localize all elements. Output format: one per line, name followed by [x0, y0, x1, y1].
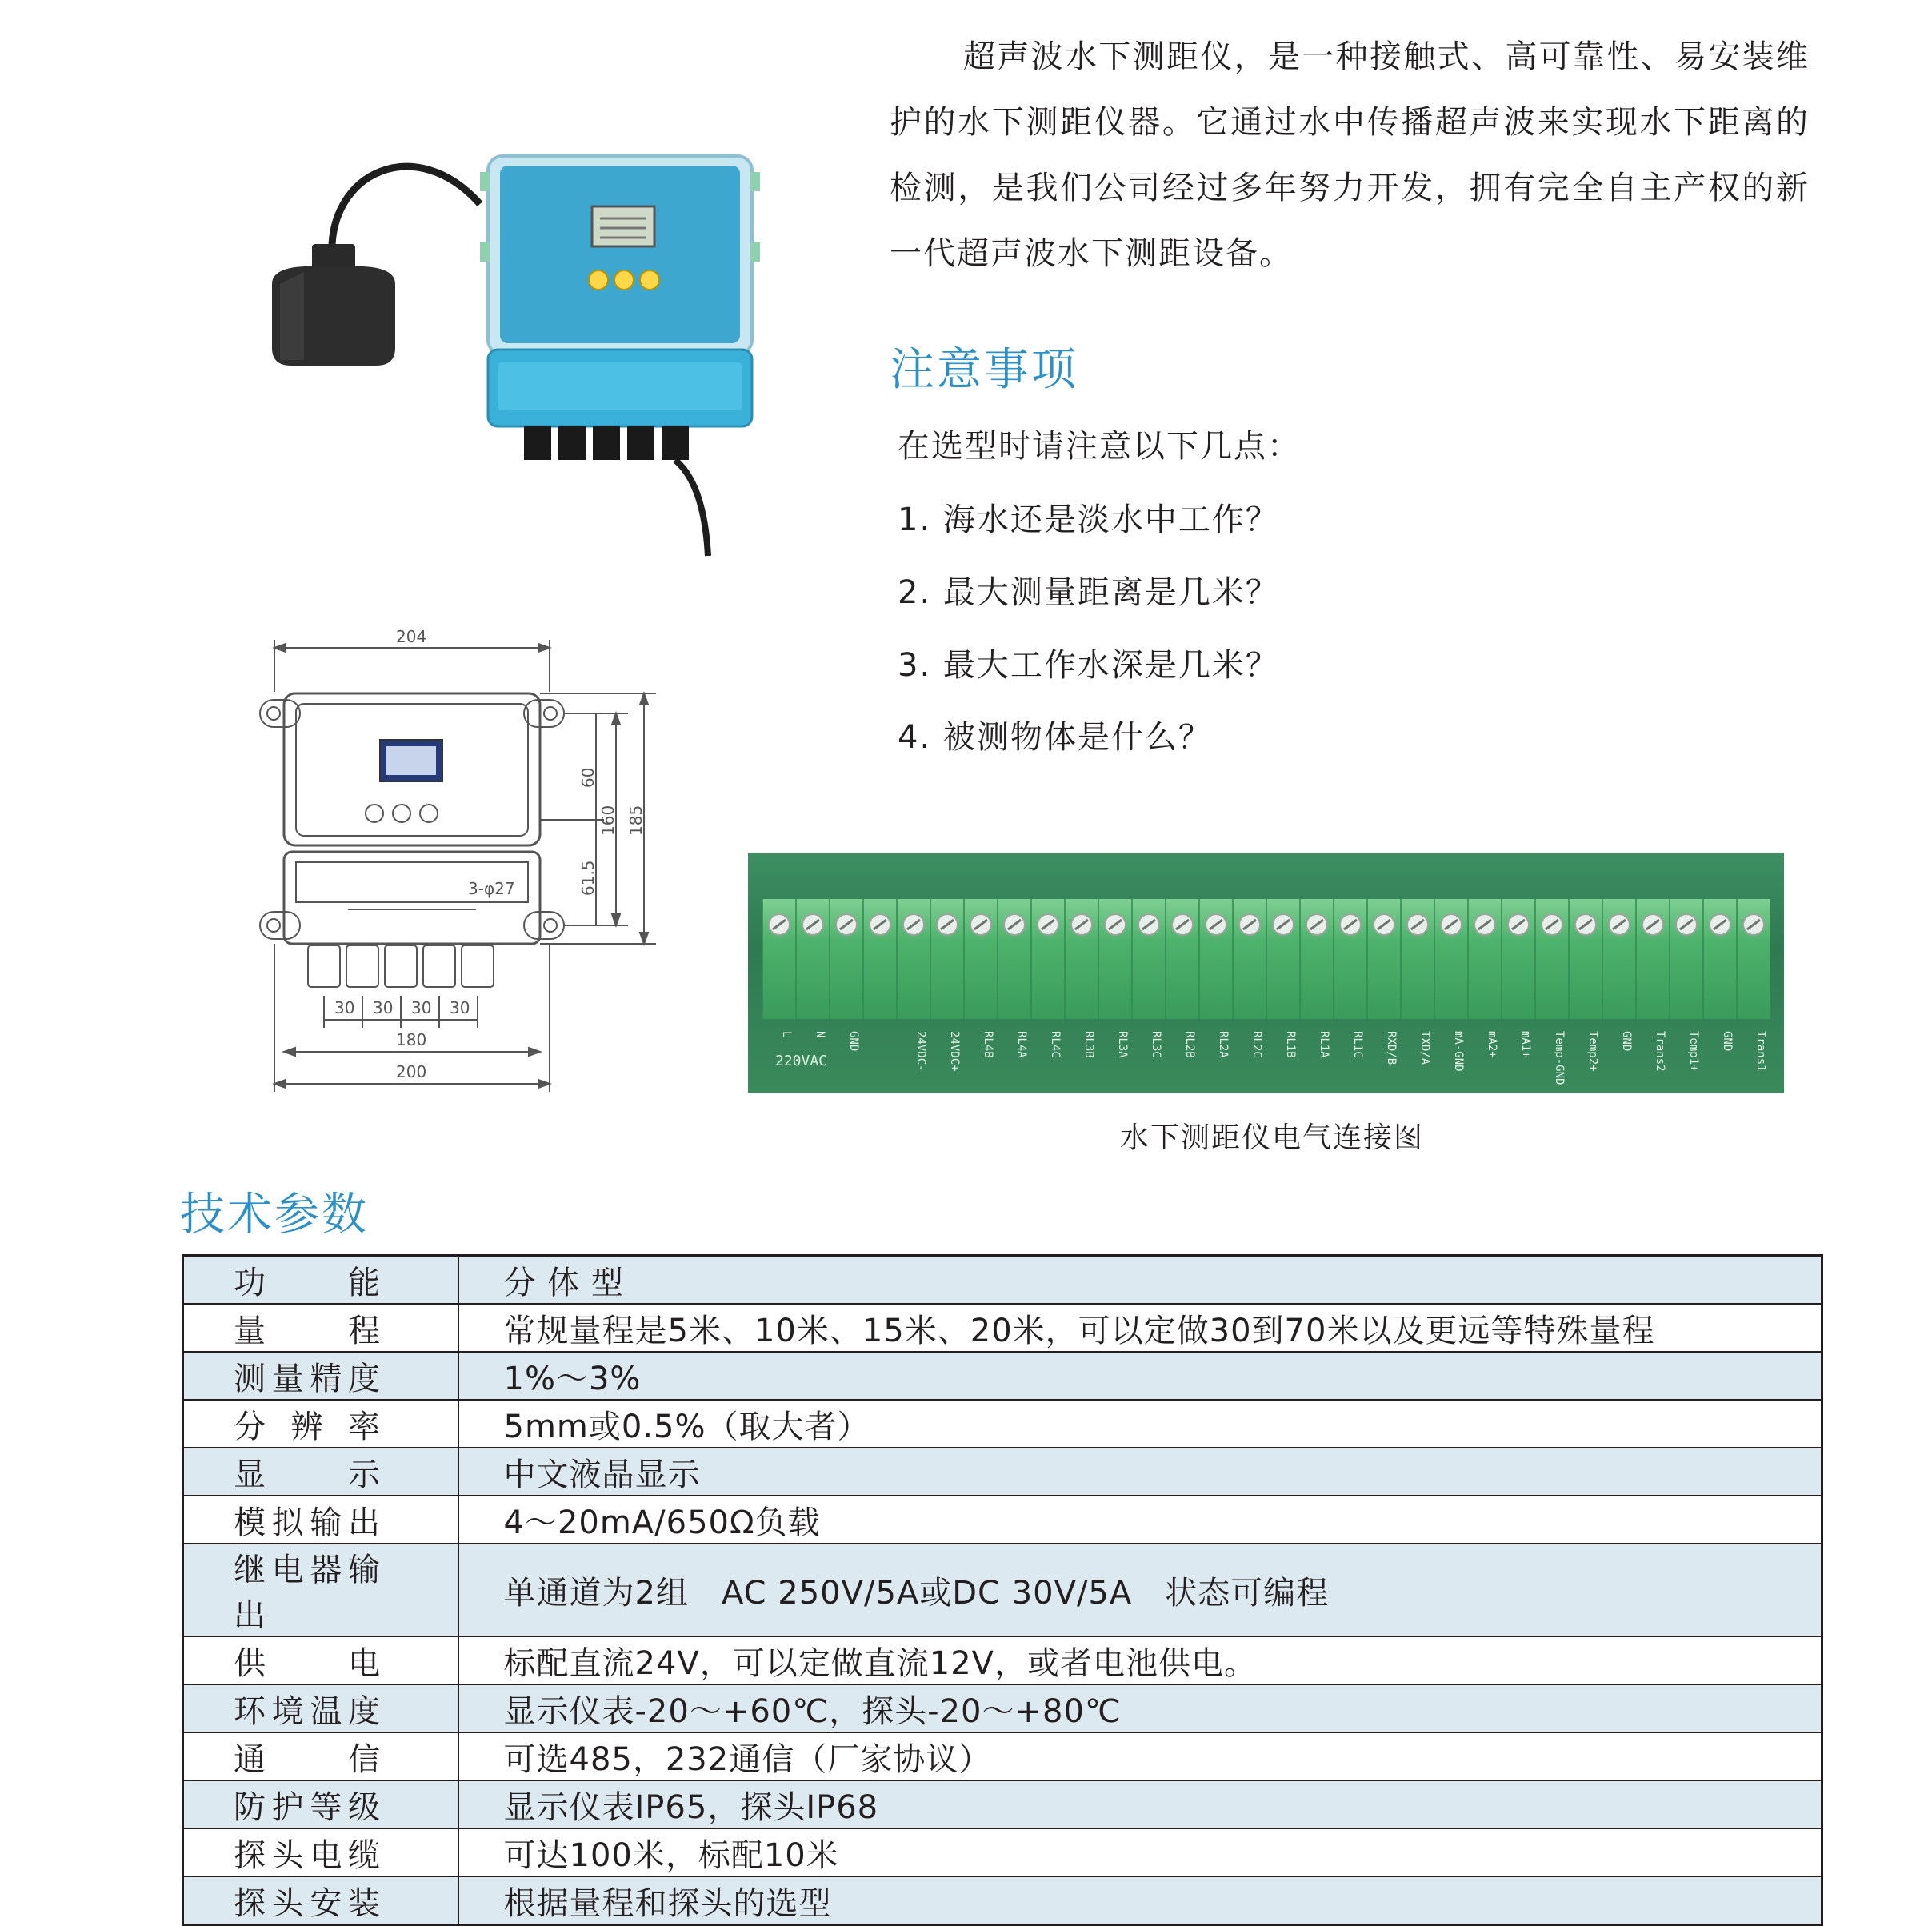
note-item: 3. 最大工作水深是几米？: [898, 647, 1279, 684]
specs-title: 技术参数: [180, 1189, 369, 1241]
spec-value: 分 体 型: [458, 1256, 1822, 1305]
table-row: [183, 1400, 1822, 1448]
spec-value: 可达100米，标配10米: [458, 1828, 1822, 1876]
spec-key: 分辨率: [234, 1408, 381, 1445]
pcb-terminal: [998, 899, 1028, 1058]
pcb-terminal: [830, 899, 860, 1051]
spec-value: 显示仪表-20～+60℃，探头-20～+80℃: [458, 1684, 1822, 1732]
pcb-terminal: [897, 899, 927, 1072]
pcb-terminal: [762, 899, 793, 1037]
pcb-terminal-label: RL1A: [1318, 1031, 1330, 1058]
note-item: 1. 海水还是淡水中工作？: [898, 501, 1279, 538]
spec-key: 防护等级: [234, 1788, 381, 1826]
dim-30b-label: 30: [373, 998, 394, 1017]
spec-value: 4～20mA/650Ω负载: [458, 1496, 1822, 1544]
pcb-terminal-label: RL2C: [1250, 1031, 1263, 1058]
pcb-terminal: [1468, 899, 1498, 1058]
pcb-terminal-label: RL4B: [982, 1031, 994, 1058]
pcb-terminal: [964, 899, 994, 1058]
pcb-terminal-label: Trans1: [1754, 1031, 1767, 1072]
pcb-terminal-label: mA1+: [1519, 1031, 1532, 1058]
pcb-terminal-label: Temp-GND: [1553, 1031, 1566, 1085]
spec-key: 功能: [234, 1264, 381, 1301]
pcb-terminal: [1703, 899, 1734, 1051]
pcb-terminal-label: mA-GND: [1452, 1031, 1465, 1072]
spec-value: 5mm或0.5%（取大者）: [458, 1400, 1822, 1448]
dim-30c-label: 30: [411, 998, 432, 1017]
dim-204-label: 204: [396, 627, 427, 646]
dim-200-label: 200: [396, 1062, 427, 1081]
pcb-terminal: [1233, 899, 1263, 1058]
pcb-terminal-label: Trans2: [1654, 1031, 1666, 1072]
pcb-terminal: [1569, 899, 1599, 1072]
pcb-terminal: [1636, 899, 1666, 1072]
pcb-power-label: 220VAC: [775, 1053, 828, 1069]
pcb-terminal: [1535, 899, 1566, 1085]
pcb-terminal: [1737, 899, 1767, 1072]
table-row: [183, 1496, 1822, 1544]
dim-30d-label: 30: [450, 998, 470, 1017]
spec-value: 中文液晶显示: [458, 1448, 1822, 1496]
table-row: [183, 1256, 1822, 1305]
spec-key: 模拟输出: [234, 1504, 381, 1541]
pcb-terminal: [1367, 899, 1398, 1065]
note-item: 2. 最大测量距离是几米？: [898, 574, 1279, 611]
pcb-terminal: [1199, 899, 1230, 1058]
note-item: 4. 被测物体是什么？: [898, 719, 1212, 756]
pcb-terminal-label: N: [814, 1031, 826, 1038]
spec-value: 根据量程和探头的选型: [458, 1876, 1822, 1925]
table-row: [183, 1636, 1822, 1684]
table-row: [183, 1732, 1822, 1780]
notes-intro: 在选型时请注意以下几点：: [898, 428, 1301, 465]
spec-key: 继电器输出: [234, 1552, 381, 1634]
pcb-terminal-label: 24VDC+: [948, 1031, 961, 1072]
pcb-terminal-label: RL3C: [1150, 1031, 1162, 1058]
spec-key: 通信: [234, 1740, 381, 1778]
table-row: [183, 1448, 1822, 1496]
dim-180-label: 180: [396, 1030, 427, 1049]
pcb-terminal-label: RXD/B: [1385, 1031, 1398, 1065]
pcb-terminal: [1065, 899, 1095, 1058]
pcb-terminal: [863, 899, 890, 1019]
dimension-drawing: [252, 620, 684, 1100]
pcb-terminal-label: RL4A: [1015, 1031, 1028, 1058]
spec-value: 单通道为2组 AC 250V/5A或DC 30V/5A 状态可编程: [458, 1544, 1822, 1636]
spec-key: 探头安装: [234, 1884, 381, 1922]
intro-paragraph: 超声波水下测距仪，是一种接触式、高可靠性、易安装维护的水下测距仪器。它通过水中传播超声波来实现水下距离的检测，是我们公司经过多年努力开发，拥有完全自主产权的新一代超声波水下测距设备。: [890, 38, 1810, 272]
table-row: [183, 1684, 1822, 1732]
dim-30a-label: 30: [334, 998, 355, 1017]
table-row: [183, 1780, 1822, 1828]
pcb-terminal-label: RL3B: [1082, 1031, 1095, 1058]
spec-key: 供电: [234, 1644, 381, 1682]
pcb-terminal-label: L: [780, 1031, 793, 1038]
pcb-terminal-label: RL1C: [1351, 1031, 1364, 1058]
table-row: [183, 1352, 1822, 1400]
spec-value: 可选485，232通信（厂家协议）: [458, 1732, 1822, 1780]
pcb-terminal-label: GND: [1721, 1031, 1734, 1052]
pcb-terminal: [1098, 899, 1129, 1058]
spec-key: 量程: [234, 1312, 381, 1349]
pcb-terminal: [796, 899, 826, 1037]
pcb-terminal-label: GND: [1620, 1031, 1633, 1052]
pcb-terminal: [1401, 899, 1431, 1065]
pcb-terminal: [1434, 899, 1465, 1072]
spec-value: 标配直流24V，可以定做直流12V，或者电池供电。: [458, 1636, 1822, 1684]
pcb-terminal-label: RL1B: [1284, 1031, 1297, 1058]
dim-holes-label: 3-φ27: [468, 879, 515, 898]
spec-value: 显示仪表IP65，探头IP68: [458, 1780, 1822, 1828]
pcb-terminal: [1166, 899, 1196, 1058]
pcb-terminal-label: GND: [847, 1031, 860, 1052]
table-row: [183, 1304, 1822, 1352]
spec-value: 1%～3%: [458, 1352, 1822, 1400]
spec-key: 探头电缆: [234, 1836, 381, 1874]
table-row: [183, 1876, 1822, 1925]
pcb-terminal: [1602, 899, 1633, 1051]
pcb-caption: 水下测距仪电气连接图: [1120, 1121, 1425, 1154]
pcb-terminal: [1670, 899, 1700, 1072]
specs-table: [182, 1254, 1823, 1926]
pcb-terminal-label: TXD/A: [1418, 1031, 1431, 1065]
pcb-terminal: [1502, 899, 1532, 1058]
spec-key: 测量精度: [234, 1360, 381, 1397]
dim-160-label: 160: [598, 805, 618, 836]
pcb-terminal-label: Temp1+: [1687, 1031, 1700, 1072]
pcb-terminal-label: mA2+: [1486, 1031, 1498, 1058]
spec-value: 常规量程是5米、10米、15米、20米，可以定做30到70米以及更远等特殊量程: [458, 1304, 1822, 1352]
pcb-terminal: [930, 899, 961, 1072]
product-photo: [256, 140, 800, 556]
pcb-terminal-label: RL4C: [1049, 1031, 1062, 1058]
dim-61-5-label: 61.5: [578, 860, 598, 896]
notes-title: 注意事项: [890, 344, 1078, 396]
pcb-terminal: [1334, 899, 1364, 1058]
pcb-terminal: [1300, 899, 1330, 1058]
pcb-terminal-photo: [748, 853, 1784, 1093]
spec-key: 显示: [234, 1456, 381, 1493]
pcb-terminal: [1132, 899, 1162, 1058]
pcb-terminal-label: RL2A: [1217, 1031, 1230, 1058]
pcb-terminal-label: RL3A: [1116, 1031, 1129, 1058]
table-row: [183, 1544, 1822, 1636]
table-row: [183, 1828, 1822, 1876]
pcb-terminal: [1266, 899, 1297, 1058]
dim-60-label: 60: [578, 767, 598, 788]
pcb-terminal-label: 24VDC-: [914, 1031, 927, 1072]
spec-key: 环境温度: [234, 1692, 381, 1730]
pcb-terminal: [1031, 899, 1062, 1058]
pcb-terminal-label: Temp2+: [1586, 1031, 1599, 1072]
dim-185-label: 185: [626, 805, 646, 836]
pcb-terminal-label: RL2B: [1183, 1031, 1196, 1058]
